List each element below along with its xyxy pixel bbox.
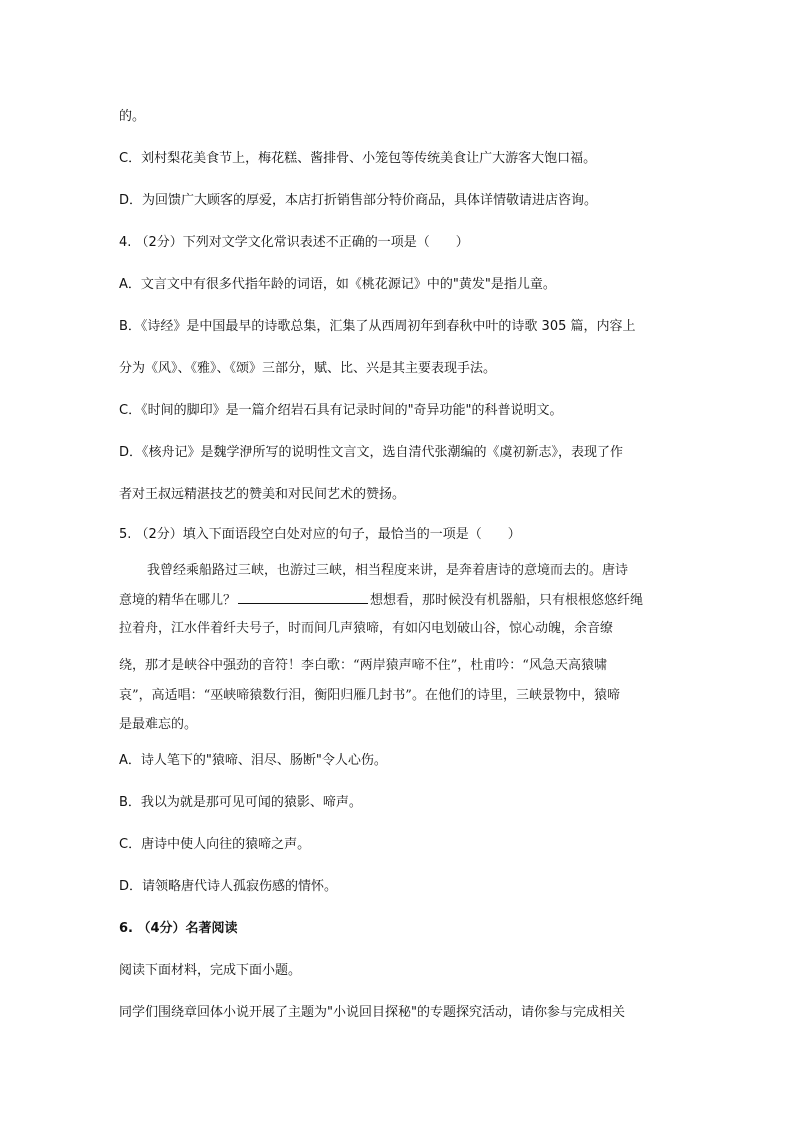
passage-line-2-start: 意境的精华在哪儿？ bbox=[119, 593, 237, 608]
q3-option-d: D．为回馈广大顾客的厚爱，本店打折销售部分特价商品，具体详情敬请进店咨询。 bbox=[119, 193, 598, 208]
q4-option-c: C．《时间的脚印》是一篇介绍岩石具有记录时间的"奇异功能"的科普说明文。 bbox=[119, 403, 563, 418]
q5-option-a: A．诗人笔下的"猿啼、泪尽、肠断"令人心伤。 bbox=[119, 753, 387, 768]
q5-option-d: D．请领略唐代诗人孤寂伤感的情怀。 bbox=[119, 879, 338, 894]
passage-line-3: 拉着舟，江水伴着纤夫号子，时而间几声猿啼，有如闪电划破山谷，惊心动魄，余音缭 bbox=[119, 621, 614, 636]
passage-line-2-end: 想想看，那时候没有机器船，只有根根悠悠纤绳 bbox=[370, 593, 644, 608]
q4-option-b-line1: B．《诗经》是中国最早的诗歌总集，汇集了从西周初年到春秋中叶的诗歌 305 篇，内容上 bbox=[119, 319, 636, 334]
q5-option-c: C．唐诗中使人向往的猿啼之声。 bbox=[119, 837, 311, 852]
q6-context: 同学们围绕章回体小说开展了主题为"小说回目探秘"的专题探究活动，请你参与完成相关 bbox=[119, 1005, 625, 1020]
text-line-continuation: 的。 bbox=[119, 109, 146, 124]
q4-option-d-line2: 者对王叔远精湛技艺的赞美和对民间艺术的赞扬。 bbox=[119, 487, 406, 502]
passage-line-1: 我曾经乘船路过三峡，也游过三峡，相当程度来讲，是奔着唐诗的意境而去的。唐诗 bbox=[147, 563, 629, 578]
passage-line-5: 哀”，高适唱：“巫峡啼猿数行泪，衡阳归雁几封书”。在他们的诗里，三峡景物中，猿啼 bbox=[119, 688, 620, 703]
q5-option-b: B．我以为就是那可见可闻的猿影、啼声。 bbox=[119, 795, 362, 810]
question-4-stem: 4. （2分）下列对文学文化常识表述不正确的一项是（ ） bbox=[119, 235, 469, 250]
q3-option-c: C．刘村梨花美食节上，梅花糕、酱排骨、小笼包等传统美食让广大游客大饱口福。 bbox=[119, 151, 597, 166]
question-6-stem: 6. （4分）名著阅读 bbox=[119, 921, 238, 936]
passage-line-6: 是最难忘的。 bbox=[119, 717, 198, 732]
fill-in-blank bbox=[238, 591, 368, 604]
passage-line-2 bbox=[119, 591, 679, 610]
q4-option-d-line1: D．《核舟记》是魏学洢所写的说明性文言文，选自清代张潮编的《虞初新志》，表现了作 bbox=[119, 445, 624, 460]
question-5-stem: 5. （2分）填入下面语段空白处对应的句子，最恰当的一项是（ ） bbox=[119, 527, 521, 542]
q6-instruction: 阅读下面材料，完成下面小题。 bbox=[119, 963, 302, 978]
q4-option-b-line2: 分为《风》、《雅》、《颂》三部分，赋、比、兴是其主要表现手法。 bbox=[119, 361, 497, 376]
passage-line-4: 绕，那才是峡谷中强劲的音符！李白歌：“两岸猿声啼不住”，杜甫吟：“风急天高猿啸 bbox=[119, 658, 607, 673]
q4-option-a: A．文言文中有很多代指年龄的词语，如《桃花源记》中的"黄发"是指儿童。 bbox=[119, 277, 556, 292]
